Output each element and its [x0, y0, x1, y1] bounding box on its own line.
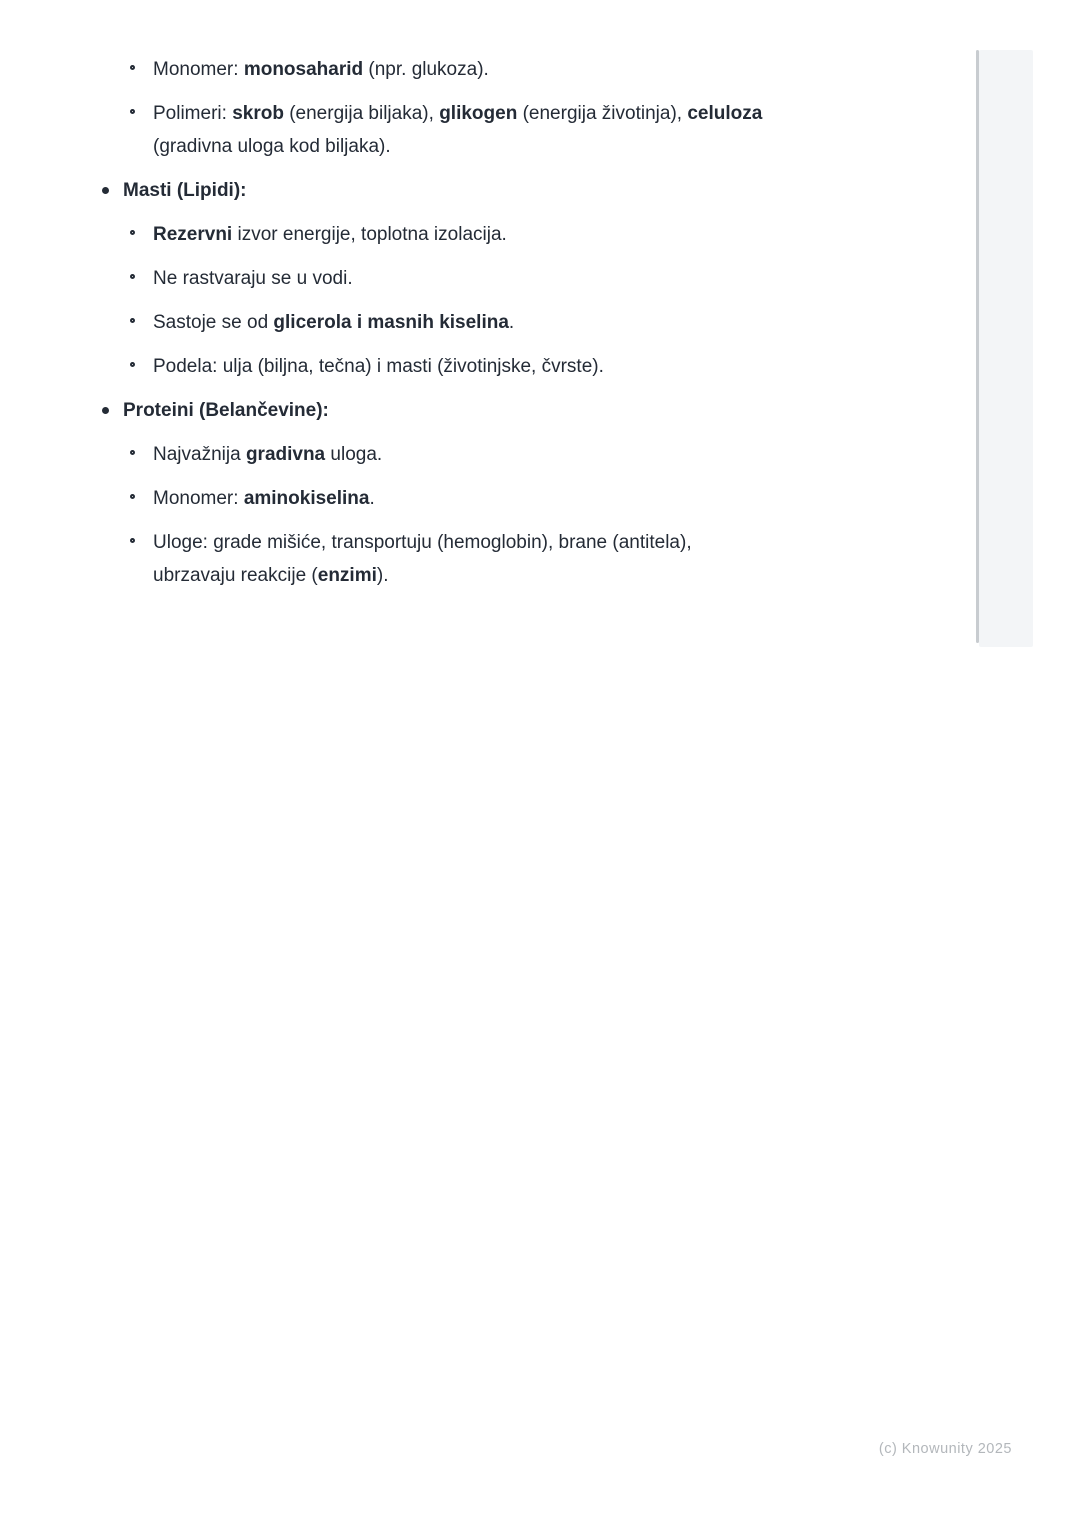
list-item	[96, 53, 906, 86]
list-item-text: Monomer: aminokiselina.	[153, 488, 375, 509]
list-item-text: Ne rastvaraju se u vodi.	[153, 268, 353, 289]
list-item-text: Sastoje se od glicerola i masnih kiselina.	[153, 312, 515, 333]
circle-bullet-icon	[130, 109, 135, 114]
circle-bullet-icon	[130, 538, 135, 543]
list-item-text: Najvažnija gradivna uloga.	[153, 444, 383, 465]
circle-bullet-icon	[130, 65, 135, 70]
list-item-text: Uloge: grade mišiće, transportuju (hemoglobin), brane (antitela), ubrzavaju reakcije (enzimi).	[153, 532, 692, 586]
side-panel	[979, 50, 1033, 647]
list-item	[96, 350, 906, 383]
notes-content	[96, 53, 906, 603]
section-title	[96, 394, 906, 427]
list-item-text: Podela: ulja (biljna, tečna) i masti (životinjske, čvrste).	[153, 356, 604, 377]
list-item	[96, 438, 906, 471]
circle-bullet-icon	[130, 274, 135, 279]
list-item-text: Proteini (Belančevine):	[123, 400, 329, 421]
disc-bullet-icon	[102, 407, 109, 414]
list-item-text: Monomer: monosaharid (npr. glukoza).	[153, 59, 489, 80]
circle-bullet-icon	[130, 230, 135, 235]
circle-bullet-icon	[130, 450, 135, 455]
list-item	[96, 97, 906, 163]
section-title	[96, 174, 906, 207]
disc-bullet-icon	[102, 187, 109, 194]
list-item	[96, 306, 906, 339]
list-item-text: Rezervni izvor energije, toplotna izolacija.	[153, 224, 507, 245]
footer-copyright: (c) Knowunity 2025	[878, 1441, 1012, 1457]
list-item	[96, 218, 906, 251]
list-item	[96, 262, 906, 295]
list-item	[96, 526, 906, 592]
circle-bullet-icon	[130, 494, 135, 499]
circle-bullet-icon	[130, 362, 135, 367]
list-item-text: Polimeri: skrob (energija biljaka), glikogen (energija životinja), celuloza (gradivna uloga kod biljaka).	[153, 103, 763, 157]
circle-bullet-icon	[130, 318, 135, 323]
section	[96, 394, 906, 592]
list-item-text: Masti (Lipidi):	[123, 180, 247, 201]
section	[96, 174, 906, 383]
scrollbar[interactable]	[976, 50, 979, 643]
list-item	[96, 482, 906, 515]
